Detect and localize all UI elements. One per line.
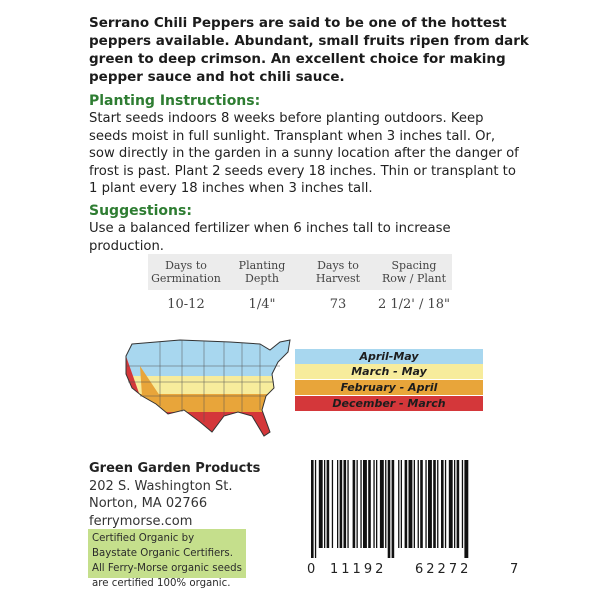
zone-band-february-april: February - April: [295, 380, 483, 395]
upc-barcode: [297, 460, 519, 560]
zone-band-december-march: December - March: [295, 396, 483, 411]
barcode-bar: [462, 460, 463, 548]
barcode-left-digits: 11192: [330, 562, 387, 577]
barcode-bar: [337, 460, 338, 548]
barcode-bar: [360, 460, 361, 548]
barcode-bar: [332, 460, 333, 548]
value-spacing: 2 1/2' / 18": [377, 296, 451, 312]
barcode-bar: [449, 460, 453, 548]
growing-info-table: [148, 254, 452, 318]
barcode-bar: [327, 460, 330, 548]
barcode-bar: [368, 460, 371, 548]
barcode-bar: [418, 460, 419, 548]
barcode-bar: [464, 460, 468, 558]
barcode-bar: [441, 460, 444, 548]
barcode-bar: [363, 460, 367, 548]
planting-heading: Planting Instructions:: [89, 93, 261, 109]
barcode-bar: [373, 460, 374, 548]
header-germination: Days to Germination: [151, 259, 221, 285]
us-zone-map: [120, 336, 295, 446]
barcode-bar: [385, 460, 386, 548]
barcode-suffix-digit: 7: [510, 562, 519, 577]
zone-band-march-may: March - May: [295, 364, 483, 379]
header-spacing: Spacing Row / Plant: [381, 259, 446, 285]
barcode-bar: [457, 460, 460, 548]
barcode-bar: [311, 460, 314, 558]
table-header-row: [148, 254, 452, 290]
barcode-bar: [409, 460, 413, 548]
value-germination: 10-12: [167, 296, 205, 312]
barcode-prefix-digit: 0: [307, 562, 316, 577]
product-description: Serrano Chili Peppers are said to be one of the hottest peppers available. Abundant, small fruits ripen from dark green to deep crimson. An excellent choice for making pepper sauce and hot chili sauce.: [89, 15, 529, 85]
suggestions-heading: Suggestions:: [89, 203, 192, 219]
barcode-bar: [392, 460, 395, 558]
company-website[interactable]: ferrymorse.com: [89, 513, 193, 529]
barcode-right-digits: 62272: [415, 562, 472, 577]
barcode-bar: [445, 460, 446, 548]
header-depth: Planting Depth: [238, 259, 286, 285]
barcode-bar: [454, 460, 455, 548]
company-name: Green Garden Products: [89, 461, 261, 476]
organic-certification-note: Certified Organic by Baystate Organic Certifiers. All Ferry-Morse organic seeds are certified 100% organic.: [88, 529, 246, 578]
barcode-bar: [353, 460, 356, 548]
suggestions-text: Use a balanced fertilizer when 6 inches tall to increase production.: [89, 221, 451, 254]
barcode-bar: [376, 460, 377, 548]
company-city: Norton, MA 02766: [89, 496, 208, 511]
value-depth: 1/4": [248, 296, 276, 312]
company-address: [89, 460, 260, 530]
barcode-bar: [357, 460, 358, 548]
barcode-bar: [340, 460, 343, 548]
barcode-bar: [437, 460, 438, 548]
barcode-bar: [401, 460, 402, 548]
header-harvest: Days to Harvest: [315, 259, 361, 285]
barcode-bar: [380, 460, 384, 548]
barcode-bar: [319, 460, 323, 548]
barcode-bar: [324, 460, 325, 548]
barcode-bar: [398, 460, 399, 548]
barcode-bar: [428, 460, 432, 548]
barcode-bar: [347, 460, 348, 548]
barcode-bar: [414, 460, 415, 548]
value-harvest: 73: [329, 296, 347, 312]
barcode-bar: [405, 460, 408, 548]
table-value-row: [148, 290, 452, 318]
barcode-bar: [344, 460, 347, 548]
barcode-bar: [388, 460, 391, 558]
barcode-bar: [425, 460, 426, 548]
planting-text: Start seeds indoors 8 weeks before planting outdoors. Keep seeds moist in full sunlight. Transplant when 3 inches tall. Or, sow directly in the garden in a sunny location after the danger of frost is past. Plant 2 seeds every 18 inches. Thin or transplant to 1 plant every 18 inches when 3 inches tall.: [89, 111, 519, 196]
barcode-bar: [315, 460, 316, 558]
zone-band-april-may: April-May: [295, 349, 483, 364]
barcode-bar: [420, 460, 423, 548]
company-street: 202 S. Washington St.: [89, 478, 233, 494]
barcode-bar: [433, 460, 436, 548]
